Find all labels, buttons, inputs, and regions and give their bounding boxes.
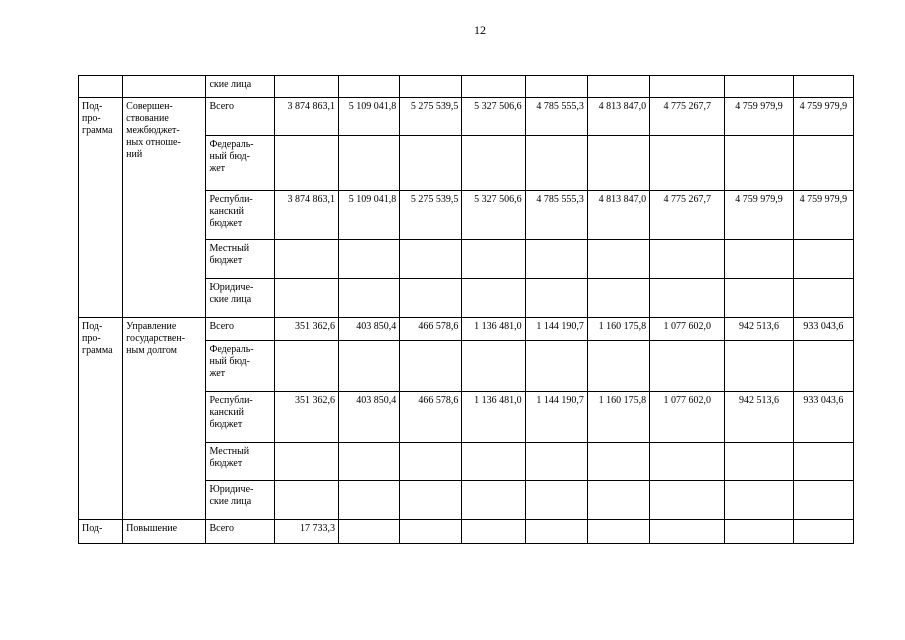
- funding-source-cell: Всего: [206, 318, 274, 341]
- value-cell: [462, 136, 525, 191]
- value-cell: [400, 341, 462, 392]
- program-type-cell: Под-: [79, 520, 123, 544]
- table-row: [79, 98, 854, 136]
- value-cell: [650, 481, 725, 520]
- value-cell: [274, 443, 338, 481]
- value-cell: [793, 240, 853, 279]
- value-cell: [725, 240, 793, 279]
- value-cell: 3 874 863,1: [274, 191, 338, 240]
- value-cell: [793, 520, 853, 544]
- value-cell: 933 043,6: [793, 392, 853, 443]
- table-body: [79, 76, 854, 544]
- value-cell: 1 077 602,0: [650, 392, 725, 443]
- value-cell: [725, 481, 793, 520]
- value-cell: [650, 279, 725, 318]
- value-cell: 466 578,6: [400, 318, 462, 341]
- value-cell: 1 144 190,7: [525, 318, 587, 341]
- value-cell: 942 513,6: [725, 392, 793, 443]
- value-cell: [650, 136, 725, 191]
- value-cell: [587, 341, 649, 392]
- value-cell: [274, 341, 338, 392]
- funding-source-cell: Федераль- ный бюд- жет: [206, 341, 274, 392]
- value-cell: 3 874 863,1: [274, 98, 338, 136]
- table-row: [79, 318, 854, 341]
- funding-source-cell: Всего: [206, 98, 274, 136]
- value-cell: [587, 520, 649, 544]
- value-cell: 1 136 481,0: [462, 318, 525, 341]
- value-cell: [400, 279, 462, 318]
- value-cell: [462, 443, 525, 481]
- value-cell: [725, 520, 793, 544]
- value-cell: 4 759 979,9: [793, 98, 853, 136]
- value-cell: [525, 520, 587, 544]
- funding-source-cell: Юридиче- ские лица: [206, 481, 274, 520]
- value-cell: [274, 136, 338, 191]
- program-type-cell: Под- про- грамма: [79, 318, 123, 520]
- value-cell: [462, 481, 525, 520]
- value-cell: 4 759 979,9: [793, 191, 853, 240]
- value-cell: 1 160 175,8: [587, 318, 649, 341]
- value-cell: [587, 279, 649, 318]
- value-cell: [525, 481, 587, 520]
- value-cell: [400, 240, 462, 279]
- value-cell: [338, 481, 399, 520]
- page-number: 12: [474, 23, 486, 37]
- value-cell: 351 362,6: [274, 392, 338, 443]
- value-cell: [274, 76, 338, 98]
- value-cell: [525, 76, 587, 98]
- funding-source-cell: Республи- канский бюджет: [206, 392, 274, 443]
- value-cell: [400, 136, 462, 191]
- value-cell: 5 275 539,5: [400, 191, 462, 240]
- value-cell: [338, 341, 399, 392]
- program-name-cell: [123, 76, 206, 98]
- funding-source-cell: ские лица: [206, 76, 274, 98]
- value-cell: [338, 279, 399, 318]
- value-cell: 1 077 602,0: [650, 318, 725, 341]
- value-cell: [587, 481, 649, 520]
- program-name-cell: Совершен- ствование межбюджет- ных отноше- ний: [123, 98, 206, 318]
- value-cell: 4 785 555,3: [525, 98, 587, 136]
- value-cell: [338, 136, 399, 191]
- value-cell: 5 109 041,8: [338, 191, 399, 240]
- value-cell: [587, 240, 649, 279]
- program-type-cell: [79, 76, 123, 98]
- value-cell: [793, 443, 853, 481]
- value-cell: [338, 520, 399, 544]
- value-cell: [400, 76, 462, 98]
- program-name-cell: Управление государствен- ным долгом: [123, 318, 206, 520]
- program-type-cell: Под- про- грамма: [79, 98, 123, 318]
- value-cell: [274, 240, 338, 279]
- value-cell: [793, 136, 853, 191]
- funding-source-cell: Местный бюджет: [206, 443, 274, 481]
- value-cell: 5 109 041,8: [338, 98, 399, 136]
- value-cell: [400, 481, 462, 520]
- value-cell: 466 578,6: [400, 392, 462, 443]
- value-cell: 5 327 506,6: [462, 191, 525, 240]
- value-cell: 5 327 506,6: [462, 98, 525, 136]
- funding-source-cell: Местный бюджет: [206, 240, 274, 279]
- value-cell: [525, 240, 587, 279]
- value-cell: 4 785 555,3: [525, 191, 587, 240]
- value-cell: [274, 481, 338, 520]
- value-cell: 351 362,6: [274, 318, 338, 341]
- program-name-cell: Повышение: [123, 520, 206, 544]
- value-cell: [793, 341, 853, 392]
- value-cell: [338, 443, 399, 481]
- value-cell: [725, 136, 793, 191]
- value-cell: [400, 443, 462, 481]
- value-cell: [525, 341, 587, 392]
- value-cell: [793, 279, 853, 318]
- value-cell: [462, 279, 525, 318]
- funding-source-cell: Федераль- ный бюд- жет: [206, 136, 274, 191]
- value-cell: [338, 76, 399, 98]
- value-cell: 403 850,4: [338, 318, 399, 341]
- value-cell: [725, 279, 793, 318]
- value-cell: [525, 279, 587, 318]
- value-cell: [793, 76, 853, 98]
- value-cell: [650, 240, 725, 279]
- value-cell: [462, 240, 525, 279]
- value-cell: 403 850,4: [338, 392, 399, 443]
- value-cell: [793, 481, 853, 520]
- funding-source-cell: Республи- канский бюджет: [206, 191, 274, 240]
- value-cell: [725, 341, 793, 392]
- budget-table: [78, 75, 854, 544]
- value-cell: 942 513,6: [725, 318, 793, 341]
- value-cell: [274, 279, 338, 318]
- value-cell: 933 043,6: [793, 318, 853, 341]
- value-cell: [462, 76, 525, 98]
- value-cell: [400, 520, 462, 544]
- value-cell: [462, 520, 525, 544]
- value-cell: [650, 76, 725, 98]
- value-cell: [650, 520, 725, 544]
- value-cell: [338, 240, 399, 279]
- value-cell: 4 759 979,9: [725, 191, 793, 240]
- value-cell: 5 275 539,5: [400, 98, 462, 136]
- value-cell: [462, 341, 525, 392]
- value-cell: 1 144 190,7: [525, 392, 587, 443]
- value-cell: 1 160 175,8: [587, 392, 649, 443]
- value-cell: [725, 76, 793, 98]
- value-cell: 4 813 847,0: [587, 191, 649, 240]
- value-cell: [587, 136, 649, 191]
- value-cell: [525, 136, 587, 191]
- value-cell: 1 136 481,0: [462, 392, 525, 443]
- funding-source-cell: Юридиче- ские лица: [206, 279, 274, 318]
- value-cell: [725, 443, 793, 481]
- table-row: [79, 520, 854, 544]
- funding-source-cell: Всего: [206, 520, 274, 544]
- value-cell: [587, 443, 649, 481]
- table-row: [79, 76, 854, 98]
- value-cell: 4 759 979,9: [725, 98, 793, 136]
- value-cell: 4 775 267,7: [650, 191, 725, 240]
- value-cell: 17 733,3: [274, 520, 338, 544]
- value-cell: [650, 341, 725, 392]
- value-cell: [587, 76, 649, 98]
- value-cell: 4 813 847,0: [587, 98, 649, 136]
- value-cell: [650, 443, 725, 481]
- value-cell: [525, 443, 587, 481]
- value-cell: 4 775 267,7: [650, 98, 725, 136]
